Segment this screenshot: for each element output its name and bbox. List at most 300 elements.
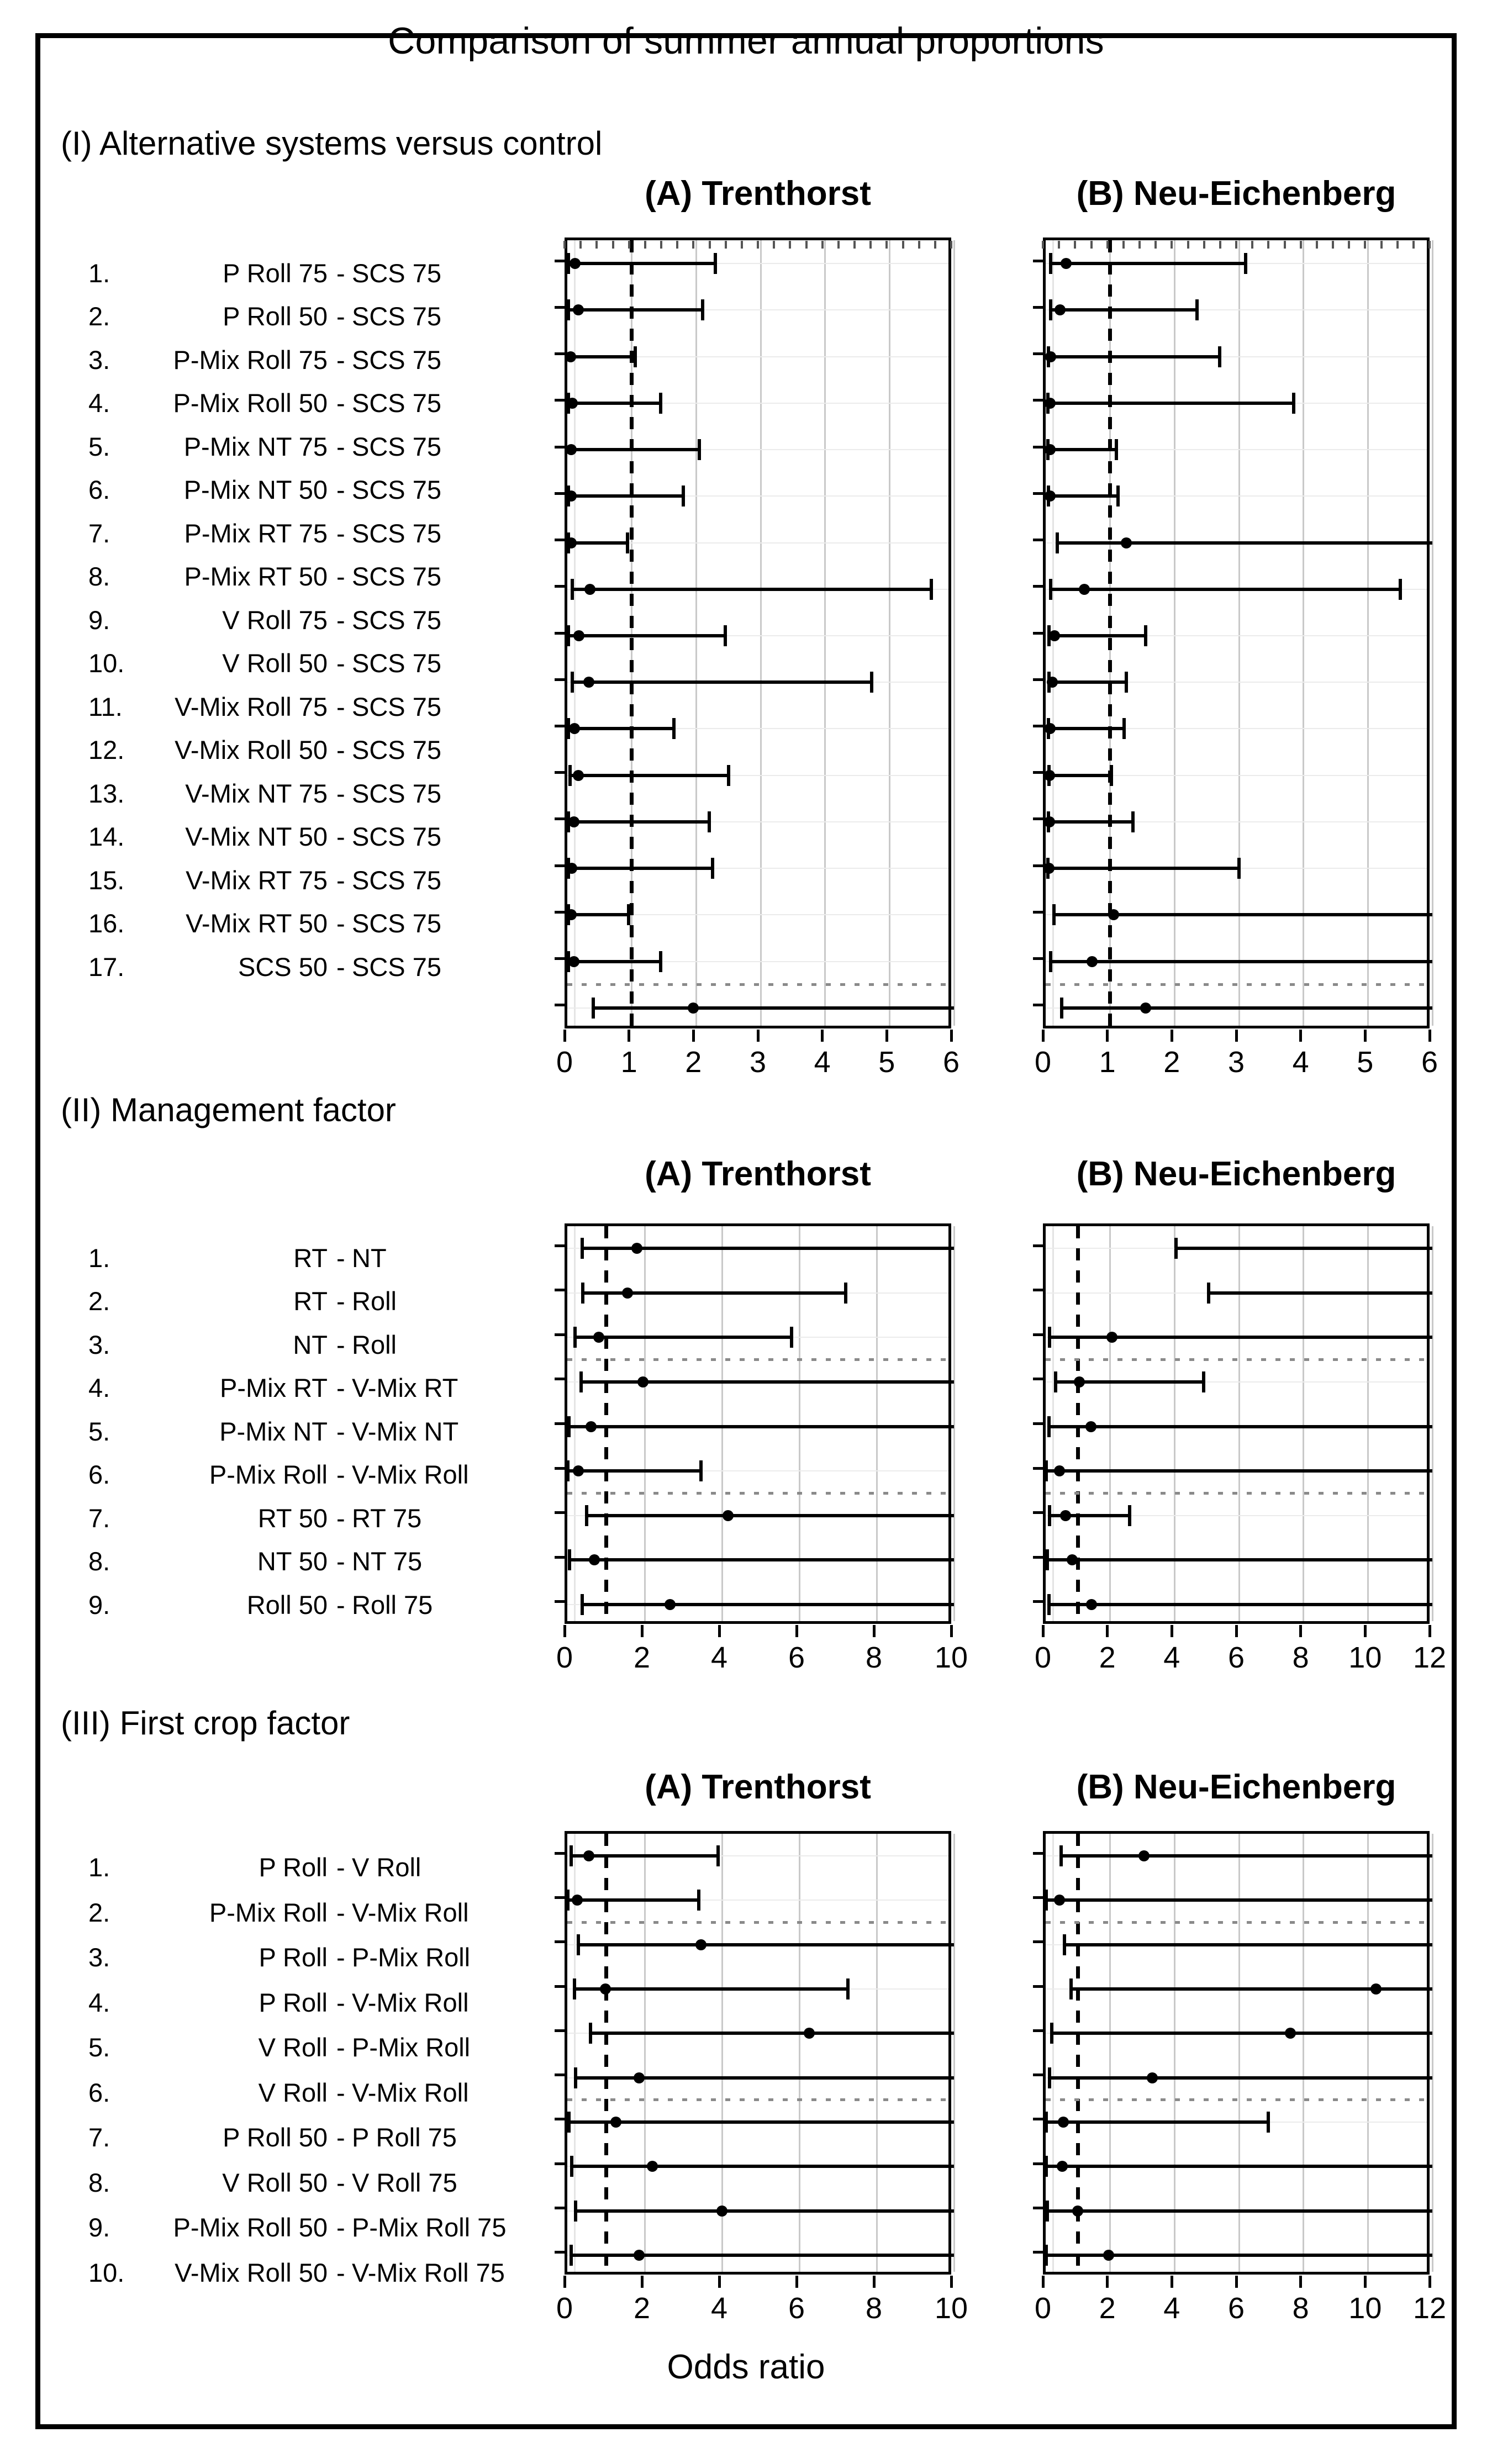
x-axis-tick (795, 1625, 798, 1637)
y-axis-tick (1033, 1985, 1043, 1988)
row-label-dash: - (336, 518, 345, 548)
ci-lower-cap (571, 672, 574, 693)
x-axis-tick-label: 4 (1163, 2292, 1180, 2325)
point-estimate (1054, 1895, 1065, 1906)
y-axis-tick (1033, 1600, 1043, 1603)
x-axis-tick (795, 2276, 798, 2288)
x-axis-minor-tick (628, 241, 630, 249)
x-axis-tick-label: 2 (1099, 2292, 1116, 2325)
x-axis-tick-label: 1 (620, 1046, 637, 1079)
point-estimate (1044, 816, 1055, 827)
confidence-interval-bar (587, 1514, 954, 1517)
x-gridline (799, 1226, 800, 1621)
x-axis-tick-label: 10 (1348, 2292, 1382, 2325)
panel-heading-II-A: (A) Trenthorst (645, 1155, 871, 1193)
x-axis-tick (1171, 1625, 1173, 1637)
confidence-interval-bar (575, 1336, 792, 1339)
x-axis-tick (873, 2276, 876, 2288)
confidence-interval-bar (568, 494, 683, 498)
confidence-interval-bar (572, 2165, 954, 2168)
row-label-right: SCS 75 (352, 388, 441, 418)
ci-upper-cap (634, 346, 637, 367)
confidence-interval-bar (1052, 2032, 1433, 2035)
x-axis-tick (628, 1030, 630, 1042)
confidence-interval-bar (568, 1469, 700, 1473)
panel-heading-I-A: (A) Trenthorst (645, 175, 871, 213)
row-label-dash: - (336, 909, 345, 938)
ci-lower-cap (1059, 1845, 1063, 1866)
row-label-right: P Roll 75 (352, 2123, 457, 2152)
ci-lower-cap (571, 579, 574, 600)
figure-title: Comparison of summer annual proportions (388, 20, 1104, 62)
ci-lower-cap (1049, 579, 1052, 600)
y-axis-tick (555, 1467, 565, 1470)
row-label-left: P-Mix Roll 50 (173, 2213, 328, 2243)
row-label-dash: - (336, 475, 345, 505)
y-axis-tick (555, 1852, 565, 1855)
x-axis-minor-tick (1316, 241, 1318, 249)
ci-lower-cap (566, 1890, 570, 1911)
ci-upper-cap (1218, 346, 1221, 367)
x-axis-tick-label: 10 (934, 1641, 968, 1674)
y-axis-tick (555, 1556, 565, 1559)
row-label-right: V Roll 75 (352, 2167, 457, 2197)
row-label-right: V Roll (352, 1853, 421, 1882)
row-number: 6. (88, 475, 110, 505)
confidence-interval-bar (1046, 2165, 1432, 2168)
x-axis-minor-tick (934, 241, 936, 249)
x-axis-tick (1428, 1030, 1431, 1042)
panel-heading-III-A: (A) Trenthorst (645, 1768, 871, 1806)
x-gridline (1174, 1226, 1175, 1621)
point-estimate (723, 1510, 734, 1521)
ci-upper-cap (716, 1845, 720, 1866)
confidence-interval-bar (1049, 1603, 1432, 1606)
y-axis-tick (1033, 911, 1043, 914)
row-label-right: V-Mix NT (352, 1416, 459, 1446)
point-estimate (1054, 1465, 1065, 1476)
point-estimate (565, 351, 576, 362)
point-estimate (1061, 258, 1072, 269)
x-axis-tick (1235, 1030, 1238, 1042)
confidence-interval-bar (568, 402, 661, 405)
x-axis-minor-tick (1187, 241, 1189, 249)
confidence-interval-bar (1049, 634, 1146, 637)
ci-upper-cap (724, 625, 727, 646)
ci-lower-cap (1063, 1934, 1066, 1955)
confidence-interval-bar (568, 541, 627, 545)
ci-lower-cap (1046, 2201, 1049, 2222)
point-estimate (688, 1003, 699, 1014)
confidence-interval-bar (1061, 1854, 1432, 1858)
y-axis-tick (1033, 492, 1043, 495)
y-axis-tick (1033, 306, 1043, 309)
row-label-right: SCS 75 (352, 431, 441, 461)
row-label-dash: - (336, 778, 345, 808)
x-axis-tick (1428, 1625, 1431, 1637)
point-estimate (1079, 584, 1090, 595)
ci-upper-cap (846, 1978, 850, 1999)
row-label-right: SCS 75 (352, 909, 441, 938)
confidence-interval-bar (567, 448, 699, 451)
confidence-interval-bar (568, 820, 709, 824)
ci-upper-cap (698, 439, 701, 460)
x-axis-minor-tick (1332, 241, 1334, 249)
point-estimate (1045, 723, 1056, 734)
x-axis-minor-tick (1235, 241, 1237, 249)
point-estimate (634, 2072, 645, 2083)
point-estimate (1138, 1850, 1150, 1861)
ci-lower-cap (1048, 2067, 1051, 2088)
confidence-interval-bar (1049, 1425, 1432, 1428)
ci-upper-cap (1110, 765, 1113, 786)
row-number: 7. (88, 1503, 110, 1533)
row-label-right: NT (352, 1243, 387, 1273)
x-gridline (953, 1834, 955, 2272)
section-title-III: (III) First crop factor (61, 1705, 350, 1742)
row-label-left: P-Mix NT (219, 1416, 328, 1446)
y-axis-tick (555, 1244, 565, 1247)
point-estimate (1370, 1983, 1382, 1995)
point-estimate (568, 816, 579, 827)
y-axis-tick (1033, 399, 1043, 402)
row-label-right: SCS 75 (352, 475, 441, 505)
row-label-dash: - (336, 2167, 345, 2197)
x-axis-minor-tick (1203, 241, 1205, 249)
row-label-dash: - (336, 1460, 345, 1490)
y-axis-tick (1033, 1422, 1043, 1425)
x-axis-minor-tick (1042, 241, 1044, 249)
row-label-dash: - (336, 1243, 345, 1273)
confidence-interval-bar (1064, 1943, 1432, 1946)
confidence-interval-bar (1046, 2120, 1268, 2124)
confidence-interval-bar (1048, 867, 1240, 870)
confidence-interval-bar (1046, 1898, 1432, 1902)
x-axis-tick-label: 4 (710, 2292, 728, 2325)
y-axis-tick (555, 632, 565, 635)
point-estimate (1057, 2161, 1068, 2172)
ci-lower-cap (1060, 998, 1063, 1019)
confidence-interval-bar (1051, 262, 1245, 265)
point-estimate (567, 398, 578, 409)
ci-upper-cap (697, 1890, 700, 1911)
row-label-dash: - (336, 1503, 345, 1533)
x-axis-tick (692, 1030, 695, 1042)
row-number: 1. (88, 1853, 110, 1882)
x-axis-minor-tick (1171, 241, 1173, 249)
ci-lower-cap (1045, 2156, 1048, 2177)
row-number: 8. (88, 1547, 110, 1576)
ci-upper-cap (1116, 486, 1120, 506)
ci-upper-cap (659, 393, 662, 414)
y-axis-tick (555, 1896, 565, 1899)
confidence-interval-bar (567, 355, 635, 358)
confidence-interval-bar (571, 2254, 954, 2257)
y-axis-tick (1033, 1556, 1043, 1559)
x-gridline (1238, 1226, 1240, 1621)
x-axis-tick-label: 12 (1412, 2292, 1447, 2325)
confidence-interval-bar (1048, 355, 1220, 358)
y-axis-tick (555, 1422, 565, 1425)
row-label-dash: - (336, 605, 345, 635)
y-axis-tick (555, 2073, 565, 2076)
row-number: 2. (88, 302, 110, 331)
point-estimate (573, 630, 584, 641)
ci-upper-cap (1122, 718, 1126, 739)
x-axis-minor-tick (757, 241, 759, 249)
row-label-dash: - (336, 302, 345, 331)
ci-lower-cap (1207, 1283, 1210, 1304)
y-axis-tick (1033, 817, 1043, 820)
row-label-right: SCS 75 (352, 605, 441, 635)
row-number: 3. (88, 1943, 110, 1972)
row-label-right: Roll (352, 1329, 397, 1359)
ci-lower-cap (574, 2067, 577, 2088)
x-axis-minor-tick (1058, 241, 1060, 249)
row-label-left: P-Mix Roll (209, 1460, 328, 1490)
row-number: 3. (88, 1329, 110, 1359)
y-axis-tick (1033, 260, 1043, 262)
row-number: 10. (88, 2257, 125, 2287)
y-axis-tick (555, 539, 565, 541)
x-axis-tick-label: 6 (942, 1046, 960, 1079)
row-label-right: Roll 75 (352, 1590, 433, 1619)
x-axis-tick-label: 8 (1292, 1641, 1309, 1674)
x-axis-tick-label: 8 (1292, 2292, 1309, 2325)
x-axis-tick-label: 5 (1357, 1046, 1374, 1079)
point-estimate (1045, 444, 1056, 455)
x-axis-tick (1364, 2276, 1367, 2288)
ci-upper-cap (627, 904, 630, 925)
point-estimate (1043, 863, 1055, 874)
section-title-I: (I) Alternative systems versus control (61, 125, 603, 162)
row-label-dash: - (336, 2257, 345, 2287)
ci-upper-cap (699, 1460, 703, 1481)
y-axis-tick (1033, 2029, 1043, 2032)
ci-upper-cap (1128, 1505, 1131, 1526)
ci-lower-cap (1049, 299, 1052, 320)
point-estimate (584, 584, 595, 595)
ci-lower-cap (1045, 1890, 1048, 1911)
y-axis-tick (1033, 352, 1043, 355)
y-axis-tick (555, 446, 565, 449)
x-axis-tick-label: 2 (633, 1641, 651, 1674)
y-axis-tick (1033, 2207, 1043, 2209)
x-axis-tick-label: 4 (710, 1641, 728, 1674)
row-label-left: V Roll 50 (222, 2167, 328, 2197)
row-label-dash: - (336, 648, 345, 678)
confidence-interval-bar (1051, 588, 1400, 591)
y-axis-tick (555, 771, 565, 774)
y-axis-tick (555, 2251, 565, 2254)
point-estimate (1086, 1599, 1097, 1610)
ci-lower-cap (1049, 253, 1052, 274)
confidence-interval-bar (581, 1380, 955, 1384)
ci-upper-cap (727, 765, 730, 786)
ci-lower-cap (1056, 532, 1059, 553)
point-estimate (566, 537, 577, 548)
confidence-interval-bar (593, 1006, 954, 1010)
confidence-interval-bar (1049, 680, 1126, 684)
point-estimate (569, 723, 580, 734)
row-number: 8. (88, 562, 110, 592)
x-axis-tick-label: 6 (1421, 1046, 1438, 1079)
x-axis-tick (950, 1030, 953, 1042)
panel-heading-II-B: (B) Neu-Eichenberg (1076, 1155, 1396, 1193)
confidence-interval-bar (574, 1987, 848, 1991)
row-label-dash: - (336, 692, 345, 721)
ci-lower-cap (567, 1416, 571, 1437)
x-gridline (644, 1226, 646, 1621)
group-separator (567, 1358, 948, 1361)
ci-upper-cap (790, 1327, 793, 1348)
y-axis-tick (555, 678, 565, 681)
group-separator (567, 983, 948, 986)
row-number: 4. (88, 388, 110, 418)
x-axis-tick-label: 0 (556, 1641, 573, 1674)
row-label-right: V-Mix Roll (352, 2077, 469, 2107)
ci-lower-cap (570, 2156, 573, 2177)
row-label-right: V-Mix Roll (352, 1987, 469, 2017)
row-label-dash: - (336, 1547, 345, 1576)
row-label-left: V-Mix RT 75 (186, 865, 328, 895)
x-axis-tick-label: 8 (865, 2292, 883, 2325)
x-axis-minor-tick (1251, 241, 1253, 249)
confidence-interval-bar (1050, 2076, 1432, 2080)
row-number: 4. (88, 1987, 110, 2017)
x-axis-tick-label: 2 (1099, 1641, 1116, 1674)
row-label-left: RT (293, 1243, 328, 1273)
confidence-interval-bar (1047, 2209, 1432, 2213)
confidence-interval-bar (1048, 820, 1133, 824)
confidence-interval-bar (568, 634, 725, 637)
row-label-list-II (88, 1236, 547, 1627)
x-gridline (953, 1226, 955, 1621)
row-number: 8. (88, 2167, 110, 2197)
x-axis-minor-tick (709, 241, 711, 249)
point-estimate (1045, 490, 1056, 502)
point-estimate (1067, 1554, 1078, 1565)
row-label-right: SCS 75 (352, 778, 441, 808)
row-label-dash: - (336, 431, 345, 461)
point-estimate (631, 1243, 642, 1254)
x-axis-tick (563, 1625, 566, 1637)
point-estimate (647, 2161, 658, 2172)
y-axis-tick (1033, 1940, 1043, 1943)
row-number: 2. (88, 1897, 110, 1927)
x-axis-tick-label: 4 (1292, 1046, 1309, 1079)
x-axis-tick-label: 12 (1412, 1641, 1447, 1674)
point-estimate (586, 1421, 597, 1432)
y-axis-tick (555, 2162, 565, 2165)
x-gridline (1432, 240, 1433, 1026)
point-estimate (1058, 2117, 1069, 2128)
x-axis-tick (1042, 1030, 1045, 1042)
row-label-list-III (88, 1845, 547, 2295)
point-estimate (566, 444, 577, 455)
point-estimate (1060, 1510, 1071, 1521)
row-label-left: V-Mix RT 50 (186, 909, 328, 938)
x-axis-tick-label: 5 (878, 1046, 895, 1079)
x-axis-tick (950, 2276, 953, 2288)
x-axis-minor-tick (1138, 241, 1141, 249)
y-axis-tick (1033, 1511, 1043, 1514)
point-estimate (716, 2206, 727, 2217)
x-axis-tick-label: 6 (1227, 1641, 1245, 1674)
x-axis-tick (1299, 1625, 1302, 1637)
row-number: 5. (88, 431, 110, 461)
x-axis-tick (563, 2276, 566, 2288)
y-axis-tick (1033, 1004, 1043, 1006)
ci-lower-cap (570, 1845, 573, 1866)
y-axis-tick (1033, 539, 1043, 541)
y-axis-tick (555, 2029, 565, 2032)
x-axis-tick-label: 1 (1099, 1046, 1116, 1079)
y-axis-tick (1033, 2162, 1043, 2165)
x-axis-minor-tick (853, 241, 856, 249)
row-label-dash: - (336, 1416, 345, 1446)
row-label-left: P Roll 50 (223, 2123, 328, 2152)
ci-upper-cap (626, 532, 629, 553)
group-separator (1046, 2098, 1427, 2101)
row-label-left: V-Mix Roll 75 (175, 692, 328, 721)
x-axis-tick (1171, 2276, 1173, 2288)
confidence-interval-bar (578, 1943, 954, 1946)
point-estimate (1049, 630, 1060, 641)
group-separator (567, 1492, 948, 1495)
row-label-right: NT 75 (352, 1547, 423, 1576)
x-axis-tick-label: 8 (865, 1641, 883, 1674)
row-label-dash: - (336, 1286, 345, 1316)
row-label-right: SCS 75 (352, 518, 441, 548)
point-estimate (1044, 770, 1055, 781)
row-number: 14. (88, 822, 125, 852)
row-label-left: V-Mix NT 50 (185, 822, 328, 852)
ci-lower-cap (566, 1460, 570, 1481)
x-gridline (876, 1226, 878, 1621)
row-label-dash: - (336, 1373, 345, 1403)
row-label-dash: - (336, 1987, 345, 2017)
ci-upper-cap (1244, 253, 1247, 274)
row-number: 1. (88, 1243, 110, 1273)
point-estimate (573, 304, 584, 315)
row-label-left: V-Mix Roll 50 (175, 735, 328, 765)
row-number: 17. (88, 952, 125, 982)
x-axis-tick (1235, 2276, 1238, 2288)
ci-lower-cap (1052, 904, 1056, 925)
x-axis-title: Odds ratio (667, 2348, 825, 2386)
x-axis-tick (1428, 2276, 1431, 2288)
x-gridline (721, 1226, 723, 1621)
point-estimate (573, 1465, 584, 1476)
x-gridline-zero (574, 1226, 576, 1621)
confidence-interval-bar (1062, 1006, 1432, 1010)
confidence-interval-bar (1047, 1558, 1432, 1561)
ci-upper-cap (1144, 625, 1147, 646)
point-estimate (583, 1850, 594, 1861)
ci-lower-cap (573, 1327, 577, 1348)
row-number: 13. (88, 778, 125, 808)
row-number: 12. (88, 735, 125, 765)
point-estimate (622, 1288, 633, 1299)
x-axis-tick (1171, 1030, 1173, 1042)
y-axis-tick (1033, 771, 1043, 774)
x-axis-minor-tick (595, 241, 598, 249)
x-axis-minor-tick (1122, 241, 1125, 249)
row-label-right: P-Mix Roll (352, 2033, 471, 2062)
x-axis-tick-label: 0 (556, 1046, 573, 1079)
row-label-right: SCS 75 (352, 952, 441, 982)
